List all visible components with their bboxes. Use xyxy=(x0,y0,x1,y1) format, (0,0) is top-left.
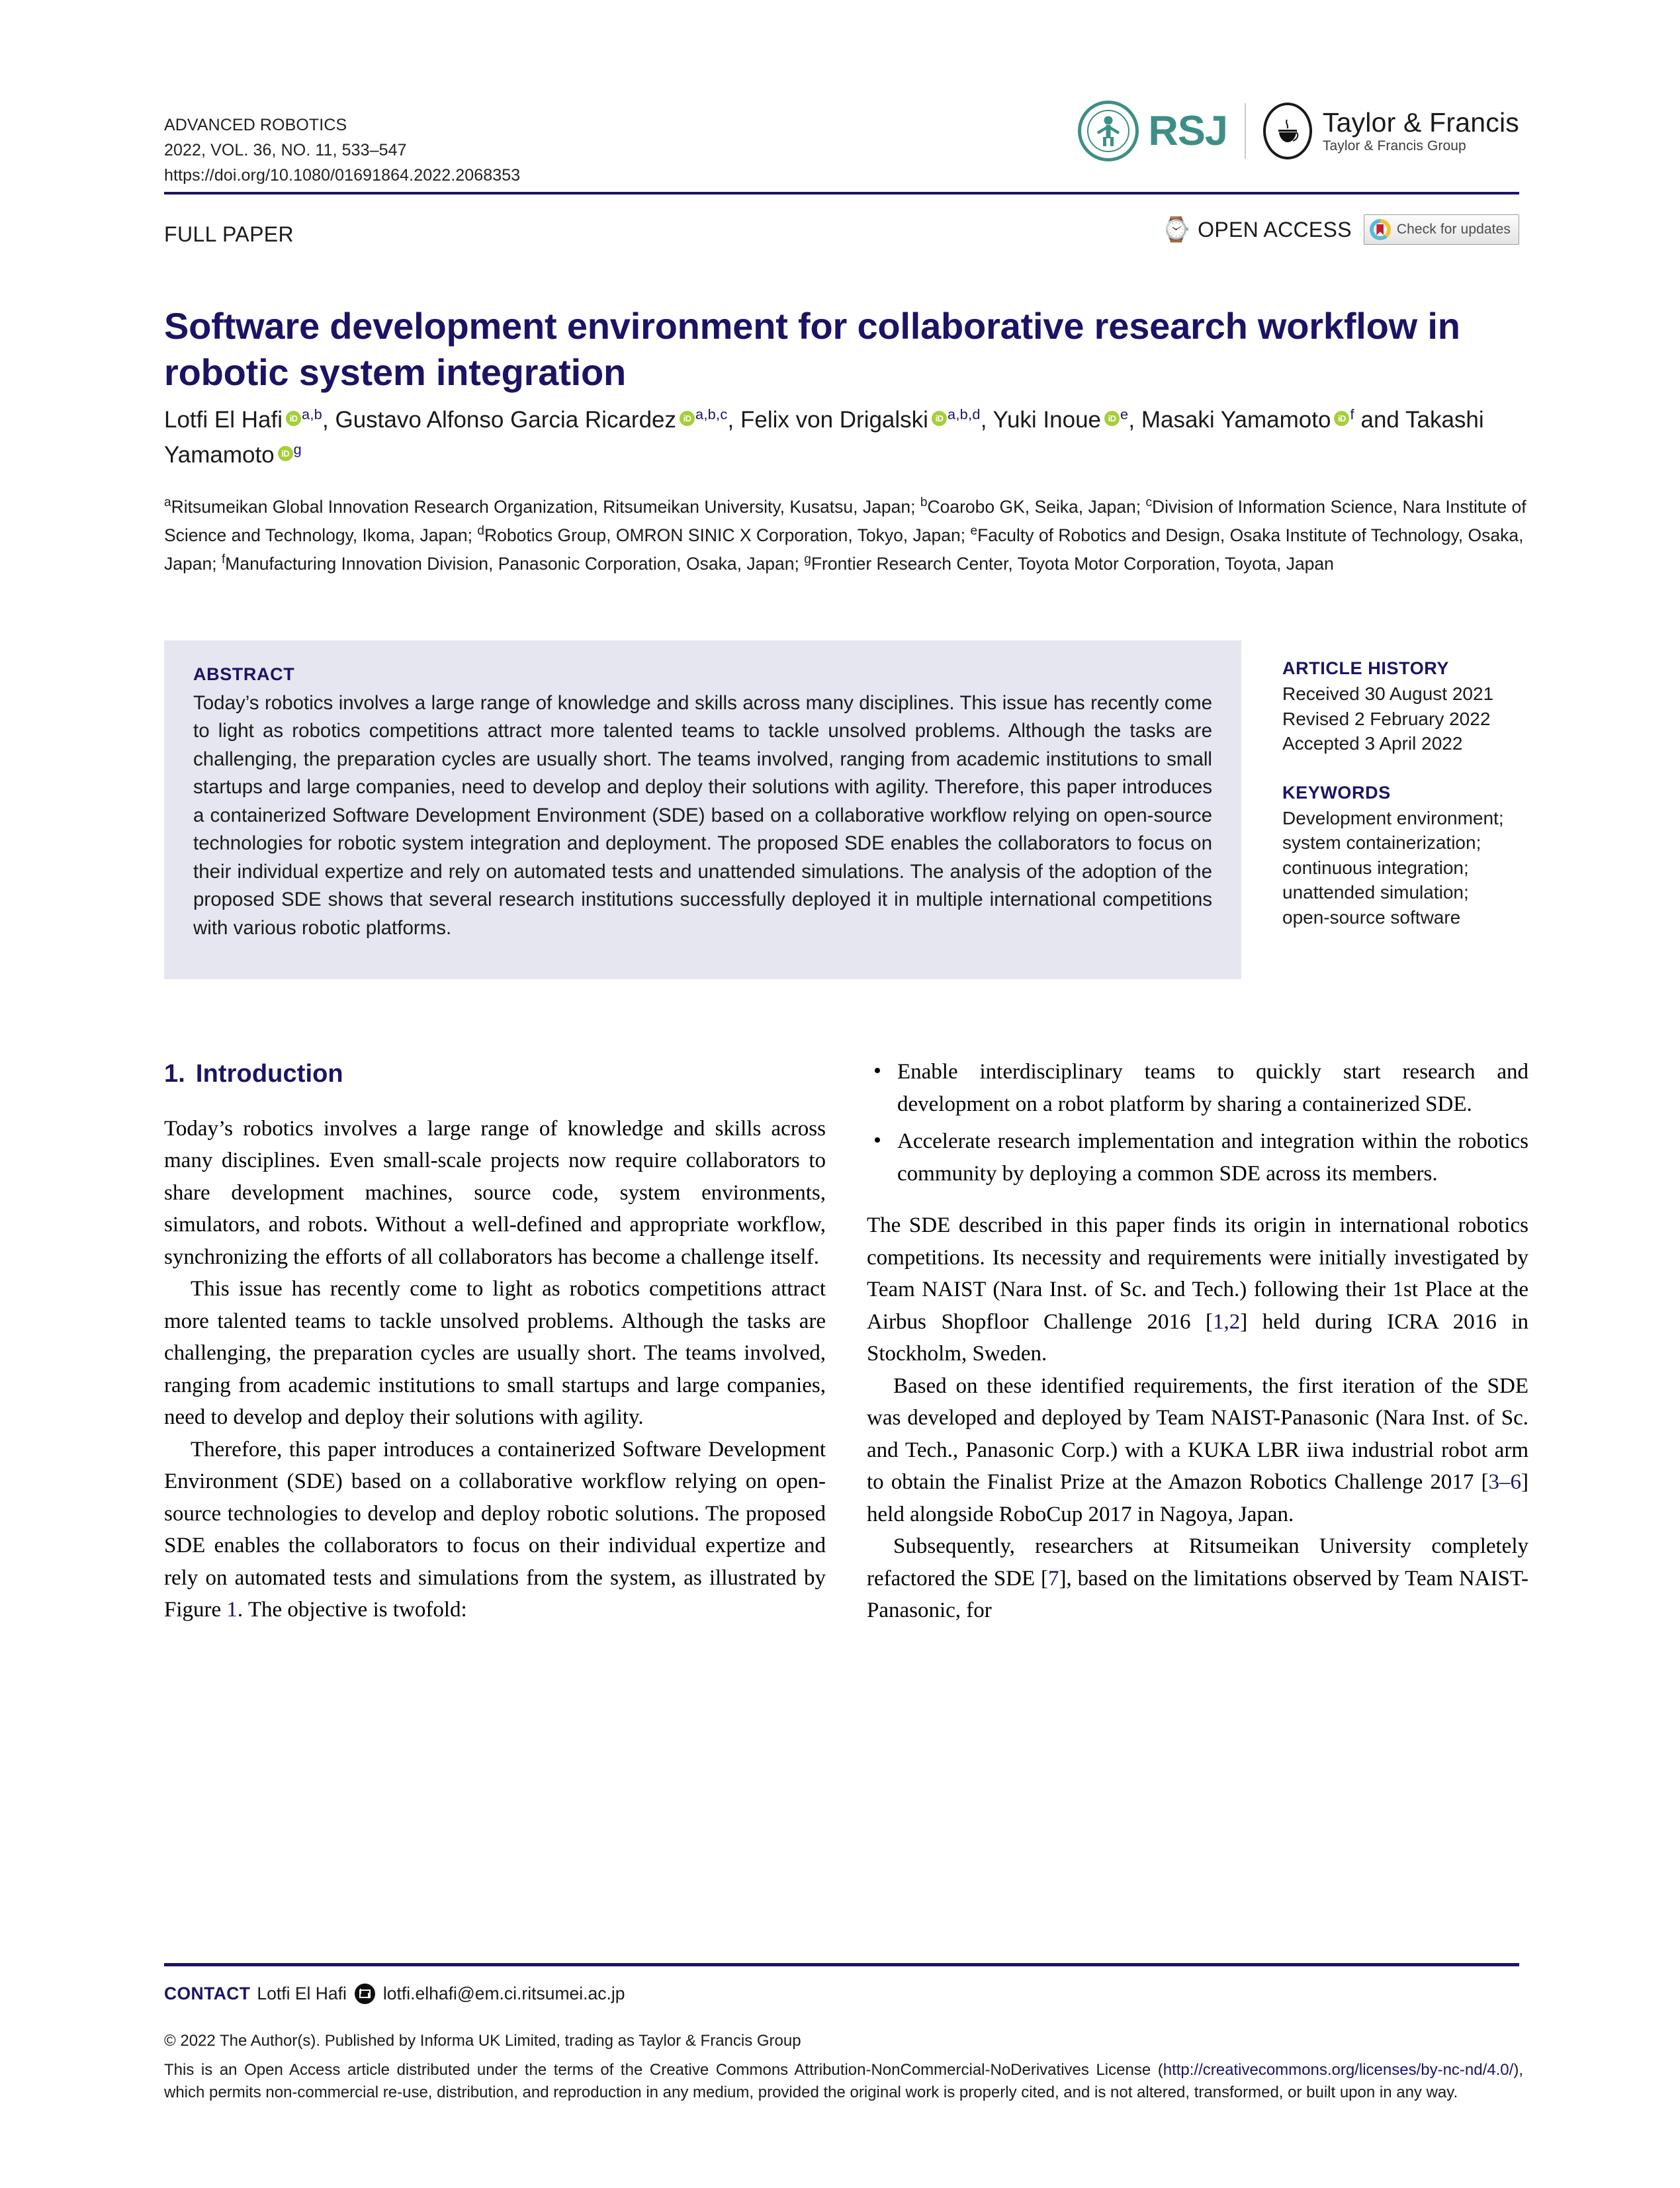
author-separator: , xyxy=(980,407,993,433)
body-column-right xyxy=(867,1056,1528,1627)
received-date: Received 30 August 2021 xyxy=(1282,683,1494,704)
copyright-text: © 2022 The Author(s). Published by Informa UK Limited, trading as Taylor & Francis Group xyxy=(164,2032,801,2050)
paragraph-text: ] held alongside RoboCup 2017 in Nagoya, Japan. xyxy=(867,1470,1528,1526)
affiliation-item xyxy=(164,497,920,517)
rsj-seal-icon xyxy=(1078,101,1139,161)
affiliation-list xyxy=(164,493,1527,578)
keyword-item[interactable]: Development environment; xyxy=(1282,807,1504,828)
footer-divider xyxy=(164,1963,1519,1966)
keywords-list xyxy=(1282,806,1527,930)
paragraph xyxy=(867,1370,1528,1531)
contact-line xyxy=(164,1984,625,2004)
paragraph-text: ] held during ICRA 2016 in Stockholm, Sweden. xyxy=(867,1309,1528,1366)
affiliation-item xyxy=(477,525,970,545)
orcid-icon[interactable] xyxy=(278,446,293,461)
citation-link[interactable]: 7 xyxy=(1048,1566,1059,1591)
list-item: • Enable interdisciplinary teams to quickly start research and development on a robot platform by sharing a containerized SDE. xyxy=(867,1056,1528,1120)
author-affiliation-keys: a,b,c xyxy=(695,406,728,423)
author-name[interactable]: Masaki Yamamoto xyxy=(1141,407,1331,433)
affiliation-key: g xyxy=(804,552,811,567)
author-separator: , xyxy=(727,407,740,433)
legal-notice xyxy=(164,2030,1523,2104)
journal-meta xyxy=(164,112,520,188)
body-column-left xyxy=(164,1056,826,1626)
license-text-post: ), which permits non-commercial re-use, distribution, and reproduction in any medium, provided the original work is properly cited, and is not altered, transformed, or built upon in any way. xyxy=(164,2061,1523,2102)
accepted-date: Accepted 3 April 2022 xyxy=(1282,733,1463,754)
section-number: 1. xyxy=(164,1060,185,1088)
license-text xyxy=(164,2059,1523,2104)
contact-label: CONTACT xyxy=(164,1984,251,2003)
author-affiliation-keys: e xyxy=(1120,406,1129,423)
affiliation-item xyxy=(920,497,1146,517)
author-name[interactable]: Yuki Inoue xyxy=(993,407,1101,433)
author-name[interactable]: Gustavo Alfonso Garcia Ricardez xyxy=(335,407,676,433)
paragraph: Today’s robotics involves a large range of knowledge and skills across many disciplines. Even small-scale projects now require collaborators to share development machines, source code, system environments, simulators, and robots. Without a well-defined and appropriate workflow, synchronizing the efforts of all collaborators has become a challenge itself. xyxy=(164,1116,826,1269)
affiliation-key: e xyxy=(970,524,978,539)
envelope-icon xyxy=(355,1984,375,2004)
author-name[interactable]: Lotfi El Hafi xyxy=(164,407,283,433)
paragraph-text: Therefore, this paper introduces a containerized Software Development Environment (SDE) based on a collaborative workflow relying on open-source technologies to develop and deploy robotic solutions. The proposed SDE enables the collaborators to focus on their individual expertize and rely on automated tests and simulations from the system, as illustrated by Figure xyxy=(164,1437,826,1622)
affiliation-key: c xyxy=(1145,496,1152,510)
crossmark-bookmark-icon xyxy=(1376,224,1384,236)
license-text-pre: This is an Open Access article distributed under the terms of the Creative Commons Attribution-NonCommercial-NoDerivatives License ( xyxy=(164,2061,1163,2079)
author-affiliation-keys: g xyxy=(293,441,302,458)
logo-divider xyxy=(1245,103,1246,159)
paragraph-text: Based on these identified requirements, the first iteration of the SDE was developed and deployed by Team NAIST-Panasonic (Nara Inst. of Sc. and Tech., Panasonic Corp.) with a KUKA LBR iiwa industrial robot arm to obtain the Finalist Prize at the Amazon Robotics Challenge 2017 [ xyxy=(867,1374,1528,1494)
citation-link[interactable]: 1,2 xyxy=(1213,1309,1241,1334)
figure-reference-link[interactable]: 1 xyxy=(226,1598,238,1622)
publisher-group: Taylor & Francis Group xyxy=(1322,138,1466,154)
abstract-heading: ABSTRACT xyxy=(193,664,295,684)
list-item: • Accelerate research implementation and integration within the robotics community by deploying a common SDE across its members. xyxy=(867,1125,1528,1190)
author-separator: , xyxy=(1128,407,1141,433)
taylor-francis-lamp-icon xyxy=(1263,103,1312,159)
author-separator: , xyxy=(322,407,335,433)
contact-name: Lotfi El Hafi xyxy=(257,1984,347,2003)
paragraph-text: The SDE described in this paper finds its origin in international robotics competitions. Its necessity and requirements were initially investigated by Team NAIST (Nara Inst. of Sc. and Tech.) following their 1st Place at the Airbus Shopfloor Challenge 2016 [ xyxy=(867,1213,1528,1334)
taylor-francis-wordmark xyxy=(1323,108,1519,153)
affiliation-text: Faculty of Robotics and Design, Osaka Institute of Technology, Osaka, Japan; xyxy=(164,525,1524,574)
orcid-icon[interactable] xyxy=(932,411,947,426)
author-list xyxy=(164,402,1519,472)
paragraph xyxy=(867,1530,1528,1627)
affiliation-key: f xyxy=(221,552,226,567)
paragraph-text: . The objective is twofold: xyxy=(237,1598,467,1622)
affiliation-key: d xyxy=(477,524,485,539)
orcid-icon[interactable] xyxy=(680,411,695,426)
paragraph xyxy=(164,1434,826,1626)
author-affiliation-keys: a,b,d xyxy=(947,406,981,423)
paragraph-text: Subsequently, researchers at Ritsumeikan University completely refactored the SDE [ xyxy=(867,1534,1528,1591)
article-type-label: FULL PAPER xyxy=(164,222,294,246)
publisher-logos xyxy=(1078,101,1519,161)
affiliation-text: Division of Information Science, Nara Institute of Science and Technology, Ikoma, Japan; xyxy=(164,497,1526,545)
affiliation-item xyxy=(804,554,1334,574)
open-lock-icon: ⌚ xyxy=(1161,216,1192,243)
open-access-group xyxy=(1161,214,1519,245)
header-divider xyxy=(164,192,1519,195)
journal-issue-line: 2022, VOL. 36, NO. 11, 533–547 xyxy=(164,141,407,159)
keyword-item[interactable]: unattended simulation; xyxy=(1282,882,1469,903)
objectives-list xyxy=(867,1056,1528,1190)
license-url-link[interactable]: http://creativecommons.org/licenses/by-nc-nd/4.0/ xyxy=(1163,2061,1514,2079)
affiliation-key: a xyxy=(164,496,171,510)
keyword-item[interactable]: open-source software xyxy=(1282,906,1461,928)
author-entry xyxy=(164,407,335,433)
affiliation-text: Coarobo GK, Seika, Japan; xyxy=(927,497,1146,517)
publisher-name: Taylor & Francis xyxy=(1322,107,1519,138)
paragraph-text: ], based on the limitations observed by Team NAIST-Panasonic, for xyxy=(867,1566,1528,1622)
keyword-item[interactable]: system containerization; xyxy=(1282,832,1481,853)
keyword-item[interactable]: continuous integration; xyxy=(1282,857,1469,878)
contact-email-link[interactable]: lotfi.elhafi@em.ci.ritsumei.ac.jp xyxy=(382,1984,625,2003)
article-history-heading: ARTICLE HISTORY xyxy=(1282,658,1450,678)
open-access-badge xyxy=(1161,218,1352,242)
author-separator: and xyxy=(1354,407,1405,433)
section-heading-introduction xyxy=(164,1056,826,1093)
paragraph xyxy=(867,1209,1528,1370)
author-entry xyxy=(335,407,740,433)
orcid-icon[interactable] xyxy=(286,411,301,426)
abstract-panel xyxy=(164,640,1241,979)
author-entry xyxy=(740,407,993,433)
revised-date: Revised 2 February 2022 xyxy=(1282,708,1491,729)
author-name[interactable]: Felix von Drigalski xyxy=(740,407,928,433)
affiliation-text: Ritsumeikan Global Innovation Research Organization, Ritsumeikan University, Kusatsu, Japan; xyxy=(171,497,920,517)
article-type-row xyxy=(164,218,1519,259)
section-title: Introduction xyxy=(195,1060,343,1088)
affiliation-item xyxy=(222,554,804,574)
crossmark-icon xyxy=(1370,219,1391,240)
article-metadata-sidebar xyxy=(1282,658,1527,930)
author-affiliation-keys: f xyxy=(1350,406,1354,423)
orcid-icon[interactable] xyxy=(1104,411,1120,426)
page-title: Software development environment for collaborative research workflow in robotic system integration xyxy=(164,304,1460,394)
affiliation-key: b xyxy=(920,496,928,510)
crossmark-label: Check for updates xyxy=(1396,222,1511,237)
crossmark-check-for-updates-button[interactable] xyxy=(1364,214,1519,245)
taylor-francis-logo[interactable] xyxy=(1263,103,1519,159)
paragraph: This issue has recently come to light as robotics competitions attract more talented teams to tackle unsolved problems. Although the tasks are challenging, the preparation cycles are usually short. The teams involved, ranging from academic institutions to small startups and large companies, need to develop and deploy their solutions with agility. xyxy=(164,1277,826,1430)
orcid-icon[interactable] xyxy=(1334,411,1349,426)
rsj-wordmark: RSJ xyxy=(1148,107,1227,154)
citation-link[interactable]: 3–6 xyxy=(1488,1470,1521,1494)
metadata-spacer xyxy=(1282,756,1527,783)
affiliation-text: Manufacturing Innovation Division, Panasonic Corporation, Osaka, Japan; xyxy=(225,553,805,574)
affiliation-text: Frontier Research Center, Toyota Motor Corporation, Toyota, Japan xyxy=(811,553,1334,574)
open-access-label: OPEN ACCESS xyxy=(1198,217,1352,241)
author-affiliation-keys: a,b xyxy=(301,406,323,423)
abstract-text: Today’s robotics involves a large range of knowledge and skills across many disciplines. This issue has recently come to light as robotics competitions attract more talented teams to tackle unsolved problems. Although the tasks are challenging, the preparation cycles are usually short. The teams involved, ranging from academic institutions to small startups and large companies, need to develop and deploy their solutions with agility. Therefore, this paper introduces a containerized Software Development Environment (SDE) based on a collaborative workflow relying on open-source technologies for robotic system integration and deployment. The proposed SDE enables the collaborators to focus on their individual expertize and rely on automated tests and unattended simulations. The analysis of the adoption of the proposed SDE shows that several research institutions successfully deployed it in multiple international competitions with various robotic platforms. xyxy=(193,692,1212,939)
journal-name: ADVANCED ROBOTICS xyxy=(164,116,347,134)
keywords-heading: KEYWORDS xyxy=(1282,782,1391,803)
author-entry xyxy=(1141,407,1405,433)
author-name[interactable]: Takashi Yamamoto xyxy=(164,407,1484,468)
affiliation-text: Robotics Group, OMRON SINIC X Corporation, Tokyo, Japan; xyxy=(484,525,971,545)
article-history-dates xyxy=(1282,681,1527,756)
rsj-logo[interactable] xyxy=(1078,101,1227,161)
author-entry xyxy=(993,407,1141,433)
journal-doi[interactable]: https://doi.org/10.1080/01691864.2022.2068353 xyxy=(164,166,521,185)
